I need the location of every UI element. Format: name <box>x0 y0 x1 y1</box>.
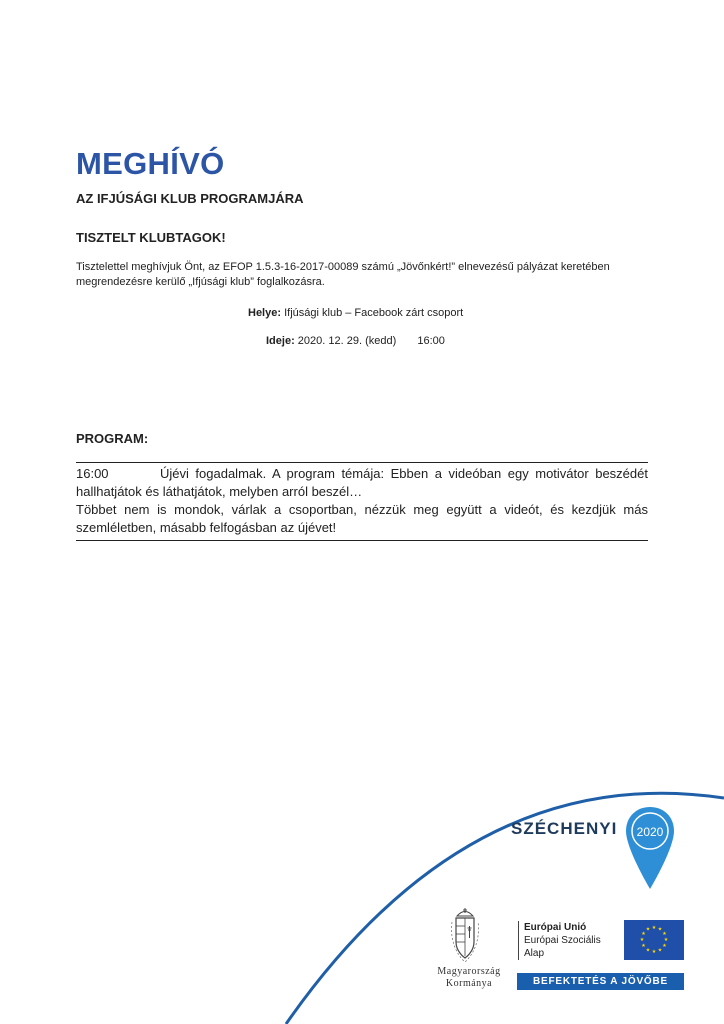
time-value: 16:00 <box>417 335 445 347</box>
greeting: TISZTELT KLUBTAGOK! <box>76 230 226 245</box>
program-item <box>76 465 648 501</box>
crest-icon <box>448 908 482 964</box>
svg-text:★: ★ <box>645 947 651 954</box>
svg-text:★: ★ <box>657 947 663 954</box>
eu-line-1: Európai Unió <box>524 922 587 933</box>
szechenyi-pin-icon <box>624 805 676 893</box>
program-description: Újévi fogadalmak. A program témája: Ebben a videóban egy motivátor beszédét hallhatjátok és láthatjátok, melyben arról beszél… <box>76 466 648 499</box>
svg-text:★: ★ <box>641 931 646 937</box>
place-label: Helye: <box>248 307 282 319</box>
program-note: Többet nem is mondok, várlak a csoportban, nézzük meg együtt a videót, és kezdjük más szemléletben, másabb felfogásban az újévet! <box>76 502 648 535</box>
place-value: Ifjúsági klub – Facebook zárt csoport <box>284 307 464 319</box>
svg-text:★: ★ <box>639 937 645 943</box>
place-line <box>248 306 463 320</box>
gov-line-2: Kormánya <box>445 978 493 989</box>
svg-text:★: ★ <box>657 926 663 933</box>
svg-text:★: ★ <box>662 931 667 937</box>
svg-text:★: ★ <box>651 925 657 931</box>
page-subtitle: AZ IFJÚSÁGI KLUB PROGRAMJÁRA <box>76 191 304 206</box>
date-line <box>266 334 445 348</box>
date-value: 2020. 12. 29. (kedd) <box>297 335 397 347</box>
program-time: 16:00 <box>76 466 109 481</box>
eu-line-3: Alap <box>524 948 545 959</box>
svg-text:★: ★ <box>641 943 646 949</box>
program-box <box>76 462 648 541</box>
eu-line-2: Európai Szociális <box>524 935 601 946</box>
program-heading: PROGRAM: <box>76 431 149 446</box>
szechenyi-logo-text: SZÉCHENYI <box>511 819 618 838</box>
svg-text:★: ★ <box>662 943 667 949</box>
eu-fund-text <box>518 921 601 960</box>
eu-flag-icon <box>624 920 684 960</box>
svg-text:★: ★ <box>645 926 651 933</box>
szechenyi-year: 2020 <box>636 825 664 839</box>
date-label: Ideje: <box>266 335 295 347</box>
intro-paragraph: Tisztelettel meghívjuk Önt, az EFOP 1.5.3-16-2017-00089 számú „Jövőnkért!” elnevezésű pályázat keretében megrendezésre kerülő „Ifjúsági klub” foglalkozásra. <box>76 261 610 288</box>
gov-line-1: Magyarország <box>437 966 501 977</box>
investment-banner: BEFEKTETÉS A JÖVŐBE <box>517 973 684 990</box>
svg-text:★: ★ <box>663 937 669 943</box>
government-logo-text <box>424 966 514 990</box>
svg-text:★: ★ <box>651 949 657 955</box>
page-title: MEGHÍVÓ <box>76 146 225 181</box>
